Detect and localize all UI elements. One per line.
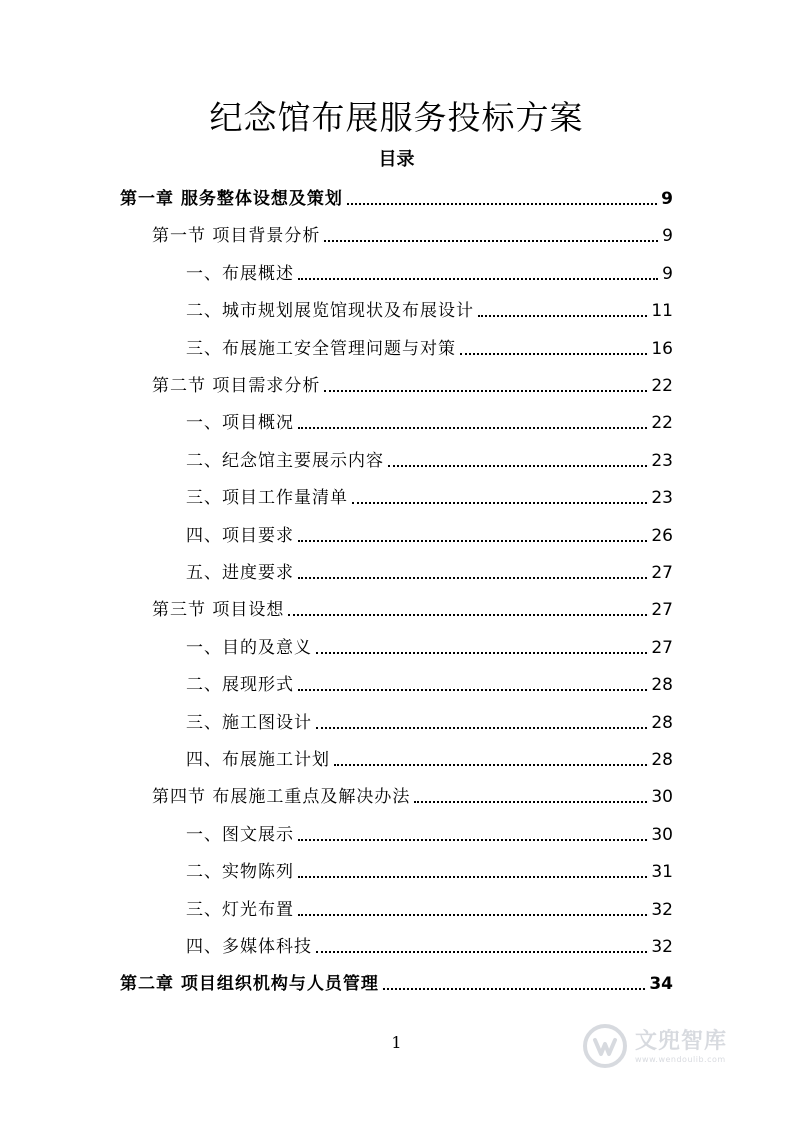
toc-entry-label: 三、项目工作量清单 (186, 488, 348, 509)
toc-entry-label: 四、布展施工计划 (186, 750, 330, 770)
toc-entry-item[interactable] (186, 330, 673, 360)
toc-entry-item[interactable] (186, 816, 673, 846)
toc-dot-leader (347, 203, 657, 205)
toc-entry-page: 30 (651, 824, 673, 845)
toc-entry-label: 一、图文展示 (186, 824, 294, 845)
toc-dot-leader (298, 278, 658, 280)
toc-entry-label: 二、纪念馆主要展示内容 (186, 450, 384, 471)
page-number: 1 (391, 1033, 402, 1052)
toc-entry-label: 第二章 项目组织机构与人员管理 (120, 974, 379, 995)
toc-entry-item[interactable] (186, 255, 673, 285)
watermark-url: www.wendoulib.com (635, 1054, 726, 1064)
toc-entry-label: 一、项目概况 (186, 413, 294, 434)
document-title: 纪念馆布展服务投标方案 (209, 98, 584, 137)
toc-entry-page: 30 (651, 787, 673, 808)
watermark (583, 1018, 783, 1074)
toc-dot-leader (298, 427, 647, 429)
toc-entry-page: 27 (651, 563, 673, 583)
toc-entry-label: 一、布展概述 (186, 263, 294, 284)
toc-entry-page: 22 (651, 376, 673, 396)
toc-entry-page: 11 (651, 301, 673, 322)
toc-entry-page: 28 (651, 712, 673, 733)
toc-dot-leader (298, 577, 647, 579)
toc-entry-label: 三、布展施工安全管理问题与对策 (186, 338, 456, 359)
toc-entry-page: 16 (651, 338, 673, 359)
toc-entry-item[interactable] (186, 704, 673, 734)
toc-dot-leader (298, 914, 647, 916)
toc-entry-page: 23 (651, 488, 673, 509)
toc-entry-label: 第三节 项目设想 (152, 600, 285, 621)
wendou-logo-icon (583, 1024, 627, 1068)
toc-dot-leader (383, 988, 645, 990)
toc-entry-page: 27 (651, 600, 673, 621)
toc-entry-chapter[interactable] (120, 180, 673, 210)
toc-entry-section[interactable] (152, 778, 673, 808)
toc-entry-page: 22 (651, 413, 673, 434)
toc-entry-page: 32 (651, 899, 673, 920)
toc-entry-chapter[interactable] (120, 965, 673, 995)
toc-entry-item[interactable] (186, 853, 673, 883)
toc-entry-label: 三、灯光布置 (186, 899, 294, 920)
toc-entry-item[interactable] (186, 891, 673, 921)
toc-heading: 目录 (378, 149, 415, 170)
toc-entry-item[interactable] (186, 928, 673, 958)
toc-dot-leader (298, 876, 647, 878)
toc-entry-page: 9 (662, 263, 673, 284)
toc-entry-page: 32 (651, 937, 673, 957)
toc-entry-item[interactable] (186, 292, 673, 322)
toc-dot-leader (352, 502, 647, 504)
toc-dot-leader (316, 951, 647, 953)
toc-entry-page: 9 (661, 189, 673, 209)
toc-entry-page: 23 (651, 450, 673, 471)
toc-entry-section[interactable] (152, 367, 673, 397)
toc-entry-label: 二、实物陈列 (186, 862, 294, 883)
toc-dot-leader (316, 727, 647, 729)
toc-dot-leader (324, 240, 658, 242)
toc-entry-label: 第四节 布展施工重点及解决办法 (152, 787, 411, 808)
toc-dot-leader (460, 353, 647, 355)
toc-entry-item[interactable] (186, 404, 673, 434)
toc-dot-leader (298, 689, 647, 691)
toc-entry-page: 31 (651, 862, 673, 883)
toc-entry-item[interactable] (186, 629, 673, 659)
toc-dot-leader (414, 801, 647, 803)
toc-entry-label: 第一节 项目背景分析 (152, 226, 321, 247)
watermark-name: 文兜智库 (635, 1028, 728, 1054)
toc-dot-leader (388, 465, 647, 467)
toc-entry-label: 三、施工图设计 (186, 712, 312, 733)
toc-entry-section[interactable] (152, 591, 673, 621)
toc-entry-item[interactable] (186, 517, 673, 547)
toc-entry-item[interactable] (186, 741, 673, 771)
toc-dot-leader (288, 614, 647, 616)
toc-entry-label: 四、多媒体科技 (186, 937, 312, 957)
toc-entry-page: 27 (651, 637, 673, 658)
toc-entry-section[interactable] (152, 217, 673, 247)
toc-entry-page: 28 (651, 675, 673, 696)
toc-dot-leader (298, 540, 647, 542)
toc-entry-label: 五、进度要求 (186, 563, 294, 583)
toc-entry-page: 9 (662, 226, 673, 247)
toc-dot-leader (478, 315, 647, 317)
toc-entry-item[interactable] (186, 479, 673, 509)
toc-entry-label: 第一章 服务整体设想及策划 (120, 189, 343, 209)
toc-entry-page: 34 (649, 974, 673, 995)
toc-dot-leader (298, 839, 647, 841)
toc-entry-label: 二、城市规划展览馆现状及布展设计 (186, 301, 474, 322)
toc-dot-leader (334, 764, 647, 766)
toc-entry-label: 第二节 项目需求分析 (152, 376, 321, 396)
toc-entry-item[interactable] (186, 442, 673, 472)
toc-entry-label: 一、目的及意义 (186, 637, 312, 658)
toc-dot-leader (316, 652, 647, 654)
toc-entry-item[interactable] (186, 554, 673, 584)
toc-dot-leader (324, 390, 647, 392)
toc-entry-page: 28 (651, 750, 673, 770)
toc-entry-label: 四、项目要求 (186, 525, 294, 546)
toc-entry-label: 二、展现形式 (186, 675, 294, 696)
toc-entry-page: 26 (651, 525, 673, 546)
toc-entry-item[interactable] (186, 666, 673, 696)
